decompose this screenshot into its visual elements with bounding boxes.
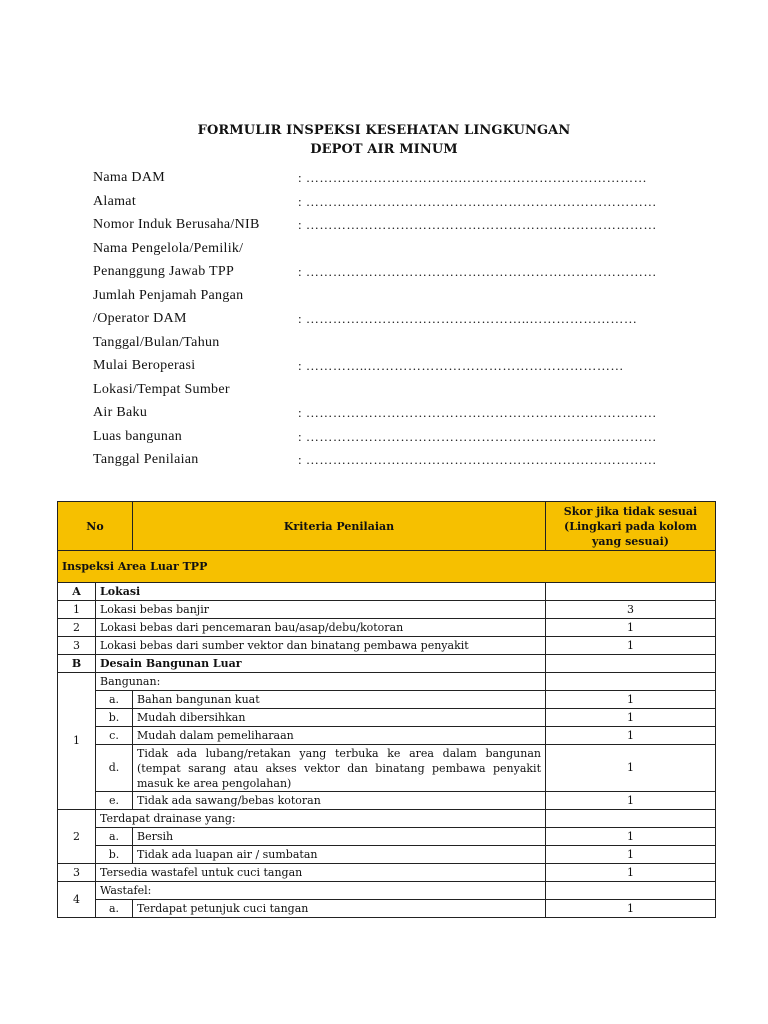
- row-criteria: Bangunan:: [96, 673, 546, 691]
- field-label: Nama Pengelola/Pemilik/: [93, 240, 244, 256]
- row-criteria: Lokasi bebas dari sumber vektor dan binatang pembawa penyakit: [96, 637, 546, 655]
- score-cell: [546, 655, 716, 673]
- sub-letter: a.: [96, 900, 133, 918]
- sub-criteria: Terdapat petunjuk cuci tangan: [133, 900, 546, 918]
- score-cell[interactable]: 1: [546, 637, 716, 655]
- field-label: Nomor Induk Berusaha/NIB: [93, 217, 260, 232]
- header-no: No: [58, 502, 133, 551]
- row-criteria: Lokasi bebas dari pencemaran bau/asap/debu/kotoran: [96, 619, 546, 637]
- score-cell[interactable]: 1: [546, 727, 716, 745]
- sub-criteria: Bahan bangunan kuat: [133, 691, 546, 709]
- score-cell[interactable]: 3: [546, 601, 716, 619]
- row-number: 2: [58, 810, 96, 864]
- sub-row: [58, 900, 716, 918]
- score-cell: [546, 810, 716, 828]
- table-row: [58, 619, 716, 637]
- field-nama-dam: [93, 168, 693, 192]
- field-tanggal-penilaian: [93, 450, 693, 474]
- sub-criteria: Tidak ada sawang/bebas kotoran: [133, 792, 546, 810]
- score-cell: [546, 673, 716, 691]
- table-row: [58, 810, 716, 828]
- header-score: [546, 502, 716, 551]
- row-number: 4: [58, 882, 96, 918]
- row-number: 3: [58, 864, 96, 882]
- header-score-line: (Lingkari pada kolom: [564, 519, 697, 533]
- score-cell: [546, 882, 716, 900]
- header-score-line: Skor jika tidak sesuai: [563, 504, 698, 518]
- header-criteria: Kriteria Penilaian: [133, 502, 546, 551]
- score-cell[interactable]: 1: [546, 864, 716, 882]
- field-label: Alamat: [93, 193, 137, 209]
- sub-criteria: Tidak ada lubang/retakan yang terbuka ke area dalam bangunan (tempat sarang atau akses vektor dan binatang pembawa penyakit masuk ke area pengolahan): [133, 745, 546, 792]
- table-row: [58, 601, 716, 619]
- identity-fields: [93, 168, 693, 474]
- field-lokasi-l1: [93, 380, 693, 404]
- score-cell[interactable]: 1: [546, 691, 716, 709]
- form-title: FORMULIR INSPEKSI KESEHATAN LINGKUNGAN: [197, 123, 571, 138]
- group-row-a: [58, 583, 716, 601]
- row-criteria: Tersedia wastafel untuk cuci tangan: [96, 864, 546, 882]
- section-title: Inspeksi Area Luar TPP: [58, 551, 716, 583]
- group-title: Desain Bangunan Luar: [96, 655, 546, 673]
- sub-row: [58, 691, 716, 709]
- sub-letter: d.: [96, 745, 133, 792]
- sub-letter: b.: [96, 846, 133, 864]
- row-number: 3: [58, 637, 96, 655]
- row-criteria: Lokasi bebas banjir: [96, 601, 546, 619]
- field-blank: : …………………………………………..……………………: [298, 311, 638, 326]
- field-blank: : ……………………………………………………………………: [298, 405, 657, 420]
- sub-letter: c.: [96, 727, 133, 745]
- table-row: [58, 882, 716, 900]
- field-air-baku: [93, 403, 693, 427]
- group-code: B: [58, 655, 96, 673]
- score-cell: [546, 583, 716, 601]
- field-penjamah-l1: [93, 286, 693, 310]
- sub-row: [58, 727, 716, 745]
- section-row: [58, 551, 716, 583]
- field-luas-bangunan: [93, 427, 693, 451]
- sub-row: [58, 709, 716, 727]
- sub-row: [58, 846, 716, 864]
- score-cell[interactable]: 1: [546, 846, 716, 864]
- field-label: Tanggal/Bulan/Tahun: [93, 334, 220, 350]
- field-operator: [93, 309, 693, 333]
- field-blank: : ……………………………………………………………………: [298, 452, 657, 467]
- sub-row: [58, 792, 716, 810]
- field-tanggal-l1: [93, 333, 693, 357]
- field-penanggung-jawab: [93, 262, 693, 286]
- score-cell[interactable]: 1: [546, 619, 716, 637]
- field-blank: : ……………………………………………………………………: [298, 193, 657, 209]
- field-label: Mulai Beroperasi: [93, 358, 196, 373]
- field-label: /Operator DAM: [93, 311, 187, 326]
- score-cell[interactable]: 1: [546, 900, 716, 918]
- form-subtitle: DEPOT AIR MINUM: [310, 142, 458, 157]
- row-number: 1: [58, 601, 96, 619]
- field-label: Air Baku: [93, 405, 148, 420]
- score-cell[interactable]: 1: [546, 745, 716, 792]
- group-row-b: [58, 655, 716, 673]
- sub-letter: e.: [96, 792, 133, 810]
- sub-row: [58, 828, 716, 846]
- sub-row: [58, 745, 716, 792]
- field-nib: [93, 215, 693, 239]
- sub-letter: a.: [96, 828, 133, 846]
- field-label: Penanggung Jawab TPP: [93, 264, 235, 279]
- score-cell[interactable]: 1: [546, 792, 716, 810]
- header-score-line: yang sesuai): [592, 534, 669, 548]
- table-header: [58, 502, 716, 551]
- field-blank: : …………………………….……………………………………: [298, 170, 648, 185]
- field-blank: : ……………………………………………………………………: [298, 217, 657, 232]
- field-pengelola-l1: [93, 239, 693, 263]
- field-blank: : ……………………………………………………………………: [298, 264, 657, 279]
- sub-letter: a.: [96, 691, 133, 709]
- group-title: Lokasi: [96, 583, 546, 601]
- row-number: 1: [58, 673, 96, 810]
- field-mulai-beroperasi: [93, 356, 693, 380]
- sub-criteria: Mudah dibersihkan: [133, 709, 546, 727]
- field-blank: : …………..…………………………………………………: [298, 358, 624, 373]
- table-row: [58, 637, 716, 655]
- field-label: Jumlah Penjamah Pangan: [93, 287, 244, 303]
- row-criteria: Wastafel:: [96, 882, 546, 900]
- sub-criteria: Tidak ada luapan air / sumbatan: [133, 846, 546, 864]
- table-row: [58, 864, 716, 882]
- field-alamat: [93, 192, 693, 216]
- field-blank: : ……………………………………………………………………: [298, 428, 657, 444]
- row-number: 2: [58, 619, 96, 637]
- sub-letter: b.: [96, 709, 133, 727]
- sub-criteria: Bersih: [133, 828, 546, 846]
- inspection-table: [57, 501, 716, 918]
- score-cell[interactable]: 1: [546, 828, 716, 846]
- table-row: [58, 673, 716, 691]
- group-code: A: [58, 583, 96, 601]
- row-criteria: Terdapat drainase yang:: [96, 810, 546, 828]
- field-label: Luas bangunan: [93, 428, 183, 444]
- field-label: Lokasi/Tempat Sumber: [93, 381, 230, 397]
- score-cell[interactable]: 1: [546, 709, 716, 727]
- field-label: Nama DAM: [93, 170, 165, 185]
- field-label: Tanggal Penilaian: [93, 452, 199, 467]
- sub-criteria: Mudah dalam pemeliharaan: [133, 727, 546, 745]
